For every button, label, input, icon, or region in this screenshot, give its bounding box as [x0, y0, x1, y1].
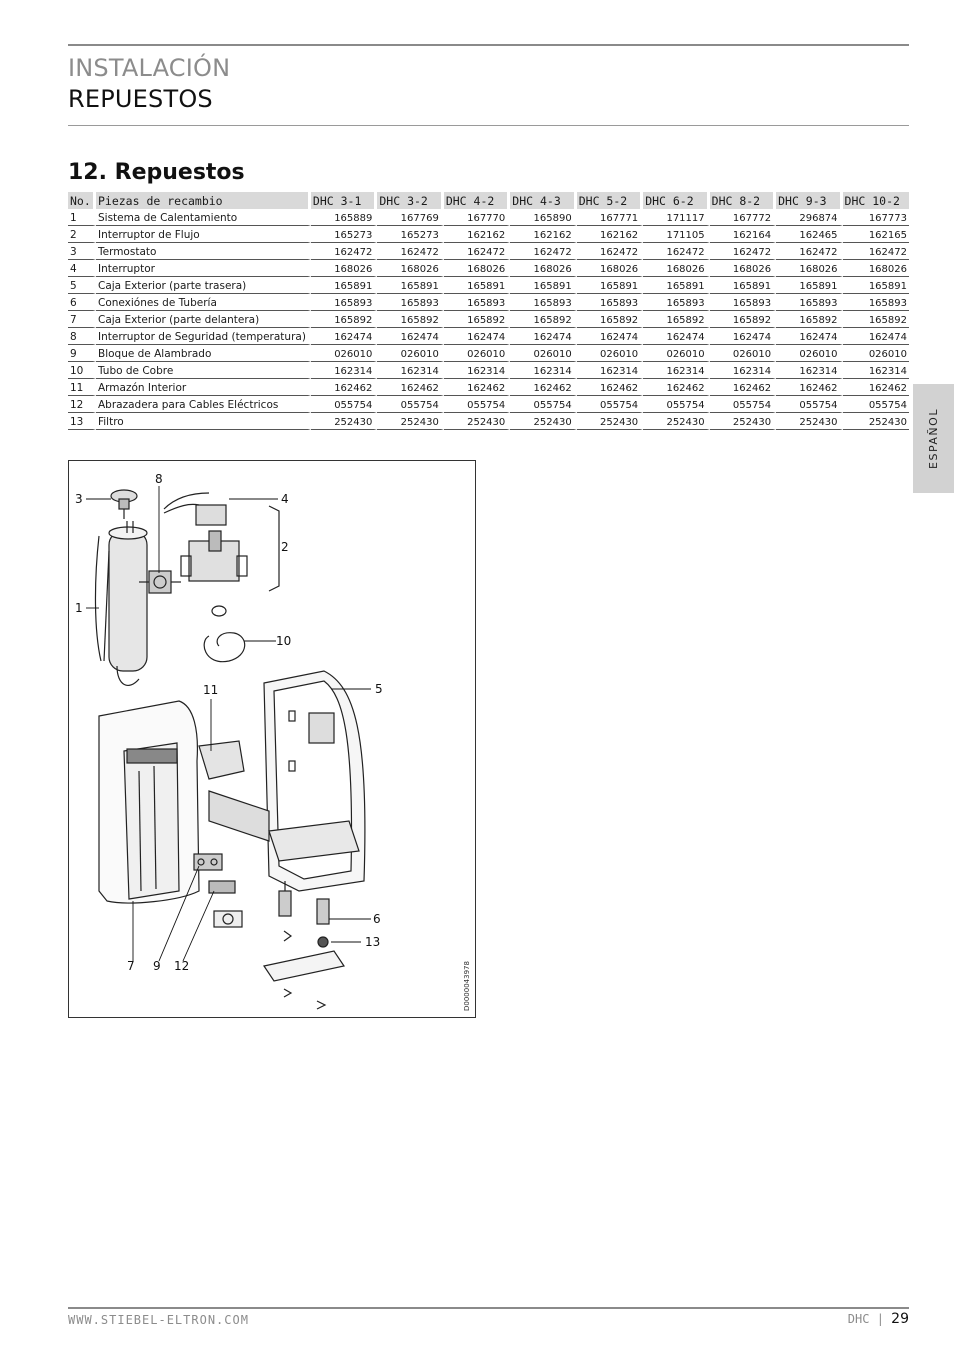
part-name-cell: Interruptor de Seguridad (temperatura) [96, 328, 311, 345]
order-number-cell: 165891 [311, 277, 377, 294]
part-number-cell: 9 [68, 345, 96, 362]
table-row [68, 209, 909, 226]
order-number-cell: 165892 [843, 311, 909, 328]
order-number-cell: 168026 [444, 260, 510, 277]
order-number-cell: 162472 [311, 243, 377, 260]
order-number-cell: 165892 [577, 311, 643, 328]
part-name-cell: Caja Exterior (parte delantera) [96, 311, 311, 328]
order-number-cell: 165892 [710, 311, 776, 328]
part-name-cell: Interruptor de Flujo [96, 226, 311, 243]
order-number-cell: 165893 [843, 294, 909, 311]
table-header-row [68, 192, 909, 209]
filter-part [264, 931, 344, 1009]
page-number: 29 [891, 1311, 909, 1327]
part-number-cell: 2 [68, 226, 96, 243]
order-number-cell: 165273 [311, 226, 377, 243]
order-number-cell: 168026 [843, 260, 909, 277]
order-number-cell: 162162 [510, 226, 576, 243]
table-row [68, 379, 909, 396]
order-number-cell: 165891 [776, 277, 842, 294]
part-name-cell: Tubo de Cobre [96, 362, 311, 379]
callout-6: 6 [373, 912, 381, 926]
column-header: Piezas de recambio [96, 192, 311, 209]
order-number-cell: 252430 [843, 413, 909, 430]
order-number-cell: 162472 [843, 243, 909, 260]
language-tab-label: ESPAÑOL [927, 408, 940, 469]
table-row [68, 243, 909, 260]
order-number-cell: 165893 [510, 294, 576, 311]
part-number-cell: 8 [68, 328, 96, 345]
column-header: DHC 4-3 [510, 192, 576, 209]
order-number-cell: 162472 [510, 243, 576, 260]
order-number-cell: 162462 [444, 379, 510, 396]
footer-rule [68, 1307, 909, 1309]
column-header: No. [68, 192, 96, 209]
order-number-cell: 165891 [377, 277, 443, 294]
order-number-cell: 162474 [444, 328, 510, 345]
order-number-cell: 162474 [377, 328, 443, 345]
callout-1: 1 [75, 601, 83, 615]
callout-10: 10 [276, 634, 292, 648]
order-number-cell: 162462 [843, 379, 909, 396]
table-row [68, 328, 909, 345]
order-number-cell: 026010 [710, 345, 776, 362]
table-row [68, 226, 909, 243]
part-number-cell: 7 [68, 311, 96, 328]
part-number-cell: 3 [68, 243, 96, 260]
table-row [68, 396, 909, 413]
order-number-cell: 165893 [577, 294, 643, 311]
order-number-cell: 165893 [710, 294, 776, 311]
order-number-cell: 162314 [510, 362, 576, 379]
order-number-cell: 165893 [643, 294, 709, 311]
order-number-cell: 252430 [577, 413, 643, 430]
order-number-cell: 171105 [643, 226, 709, 243]
part-name-cell: Conexiónes de Tubería [96, 294, 311, 311]
part-number-cell: 5 [68, 277, 96, 294]
heating-system-part [95, 521, 147, 685]
footer-product: DHC [847, 1312, 870, 1326]
order-number-cell: 168026 [577, 260, 643, 277]
order-number-cell: 165893 [776, 294, 842, 311]
header-title-installation: INSTALACIÓN [68, 54, 231, 82]
exploded-view-figure [68, 460, 476, 1018]
table-row [68, 413, 909, 430]
column-header: DHC 5-2 [577, 192, 643, 209]
order-number-cell: 165893 [311, 294, 377, 311]
order-number-cell: 162465 [776, 226, 842, 243]
order-number-cell: 162474 [577, 328, 643, 345]
order-number-cell: 165893 [444, 294, 510, 311]
order-number-cell: 162462 [643, 379, 709, 396]
order-number-cell: 296874 [776, 209, 842, 226]
table-row [68, 345, 909, 362]
order-number-cell: 026010 [577, 345, 643, 362]
order-number-cell: 162314 [577, 362, 643, 379]
callout-5: 5 [375, 682, 383, 696]
table-row [68, 260, 909, 277]
column-header: DHC 6-2 [643, 192, 709, 209]
table-row [68, 311, 909, 328]
order-number-cell: 055754 [377, 396, 443, 413]
order-number-cell: 162472 [377, 243, 443, 260]
order-number-cell: 162472 [776, 243, 842, 260]
column-header: DHC 9-3 [776, 192, 842, 209]
order-number-cell: 055754 [311, 396, 377, 413]
order-number-cell: 165892 [377, 311, 443, 328]
callout-11: 11 [203, 683, 219, 697]
order-number-cell: 026010 [510, 345, 576, 362]
order-number-cell: 165892 [776, 311, 842, 328]
order-number-cell: 055754 [843, 396, 909, 413]
order-number-cell: 168026 [643, 260, 709, 277]
order-number-cell: 162472 [577, 243, 643, 260]
order-number-cell: 026010 [643, 345, 709, 362]
footer-separator: | [876, 1312, 884, 1326]
footer-page-info [848, 1311, 909, 1327]
order-number-cell: 162472 [444, 243, 510, 260]
order-number-cell: 162314 [377, 362, 443, 379]
order-number-cell: 167769 [377, 209, 443, 226]
spare-parts-table [68, 192, 909, 430]
order-number-cell: 165893 [377, 294, 443, 311]
order-number-cell: 162165 [843, 226, 909, 243]
order-number-cell: 167772 [710, 209, 776, 226]
part-number-cell: 12 [68, 396, 96, 413]
order-number-cell: 162474 [311, 328, 377, 345]
part-name-cell: Termostato [96, 243, 311, 260]
part-name-cell: Sistema de Calentamiento [96, 209, 311, 226]
header-top-rule [68, 44, 909, 46]
order-number-cell: 162474 [710, 328, 776, 345]
order-number-cell: 165891 [843, 277, 909, 294]
part-name-cell: Abrazadera para Cables Eléctricos [96, 396, 311, 413]
order-number-cell: 162164 [710, 226, 776, 243]
order-number-cell: 162462 [776, 379, 842, 396]
order-number-cell: 162314 [776, 362, 842, 379]
callout-13: 13 [365, 935, 381, 949]
order-number-cell: 165892 [444, 311, 510, 328]
order-number-cell: 162162 [577, 226, 643, 243]
order-number-cell: 165891 [577, 277, 643, 294]
column-header: DHC 3-1 [311, 192, 377, 209]
part-number-cell: 13 [68, 413, 96, 430]
order-number-cell: 168026 [311, 260, 377, 277]
order-number-cell: 165891 [444, 277, 510, 294]
order-number-cell: 168026 [510, 260, 576, 277]
order-number-cell: 162314 [311, 362, 377, 379]
column-header: DHC 4-2 [444, 192, 510, 209]
order-number-cell: 055754 [577, 396, 643, 413]
order-number-cell: 055754 [643, 396, 709, 413]
order-number-cell: 026010 [377, 345, 443, 362]
order-number-cell: 252430 [776, 413, 842, 430]
order-number-cell: 252430 [444, 413, 510, 430]
order-number-cell: 162472 [643, 243, 709, 260]
order-number-cell: 165891 [510, 277, 576, 294]
section-title: 12. Repuestos [68, 160, 245, 185]
order-number-cell: 162462 [710, 379, 776, 396]
column-header: DHC 3-2 [377, 192, 443, 209]
order-number-cell: 168026 [710, 260, 776, 277]
order-number-cell: 167773 [843, 209, 909, 226]
figure-code: D0000043978 [463, 961, 471, 1011]
order-number-cell: 162474 [776, 328, 842, 345]
order-number-cell: 165891 [643, 277, 709, 294]
header-bottom-rule [68, 125, 909, 126]
language-tab [913, 384, 954, 493]
table-row [68, 277, 909, 294]
front-housing-part [99, 701, 199, 903]
callout-4: 4 [281, 492, 289, 506]
order-number-cell: 162462 [577, 379, 643, 396]
part-name-cell: Armazón Interior [96, 379, 311, 396]
table-row [68, 362, 909, 379]
order-number-cell: 167770 [444, 209, 510, 226]
order-number-cell: 055754 [710, 396, 776, 413]
part-name-cell: Bloque de Alambrado [96, 345, 311, 362]
callout-3: 3 [75, 492, 83, 506]
order-number-cell: 165889 [311, 209, 377, 226]
order-number-cell: 165273 [377, 226, 443, 243]
order-number-cell: 055754 [776, 396, 842, 413]
order-number-cell: 026010 [311, 345, 377, 362]
order-number-cell: 162474 [643, 328, 709, 345]
table-body [68, 209, 909, 430]
order-number-cell: 162474 [510, 328, 576, 345]
callout-8: 8 [155, 472, 163, 486]
column-header: DHC 8-2 [710, 192, 776, 209]
callout-9: 9 [153, 959, 161, 973]
order-number-cell: 162462 [377, 379, 443, 396]
order-number-cell: 162314 [444, 362, 510, 379]
footer-url: WWW.STIEBEL-ELTRON.COM [68, 1313, 249, 1327]
part-number-cell: 6 [68, 294, 96, 311]
order-number-cell: 162462 [311, 379, 377, 396]
part-number-cell: 1 [68, 209, 96, 226]
part-number-cell: 11 [68, 379, 96, 396]
callout-7: 7 [127, 959, 135, 973]
order-number-cell: 026010 [843, 345, 909, 362]
order-number-cell: 026010 [776, 345, 842, 362]
order-number-cell: 171117 [643, 209, 709, 226]
order-number-cell: 162314 [843, 362, 909, 379]
cable-clamp-part [209, 881, 242, 927]
order-number-cell: 167771 [577, 209, 643, 226]
order-number-cell: 162474 [843, 328, 909, 345]
order-number-cell: 252430 [377, 413, 443, 430]
part-name-cell: Interruptor [96, 260, 311, 277]
order-number-cell: 165892 [510, 311, 576, 328]
order-number-cell: 162472 [710, 243, 776, 260]
switch-part [164, 493, 226, 525]
callout-2: 2 [281, 540, 289, 554]
thermostat-part [111, 490, 137, 519]
order-number-cell: 165892 [643, 311, 709, 328]
order-number-cell: 252430 [643, 413, 709, 430]
part-name-cell: Caja Exterior (parte trasera) [96, 277, 311, 294]
order-number-cell: 252430 [710, 413, 776, 430]
order-number-cell: 168026 [377, 260, 443, 277]
part-name-cell: Filtro [96, 413, 311, 430]
order-number-cell: 162314 [643, 362, 709, 379]
order-number-cell: 162314 [710, 362, 776, 379]
order-number-cell: 162462 [510, 379, 576, 396]
callout-12: 12 [174, 959, 190, 973]
order-number-cell: 055754 [510, 396, 576, 413]
table-row [68, 294, 909, 311]
column-header: DHC 10-2 [843, 192, 909, 209]
order-number-cell: 168026 [776, 260, 842, 277]
order-number-cell: 165890 [510, 209, 576, 226]
order-number-cell: 055754 [444, 396, 510, 413]
part-number-cell: 4 [68, 260, 96, 277]
part-number-cell: 10 [68, 362, 96, 379]
exploded-view-drawing [69, 461, 475, 1017]
order-number-cell: 252430 [510, 413, 576, 430]
order-number-cell: 162162 [444, 226, 510, 243]
copper-tube-part [204, 606, 245, 662]
order-number-cell: 165892 [311, 311, 377, 328]
header-title-spare-parts: REPUESTOS [68, 85, 213, 113]
order-number-cell: 026010 [444, 345, 510, 362]
order-number-cell: 165891 [710, 277, 776, 294]
order-number-cell: 252430 [311, 413, 377, 430]
